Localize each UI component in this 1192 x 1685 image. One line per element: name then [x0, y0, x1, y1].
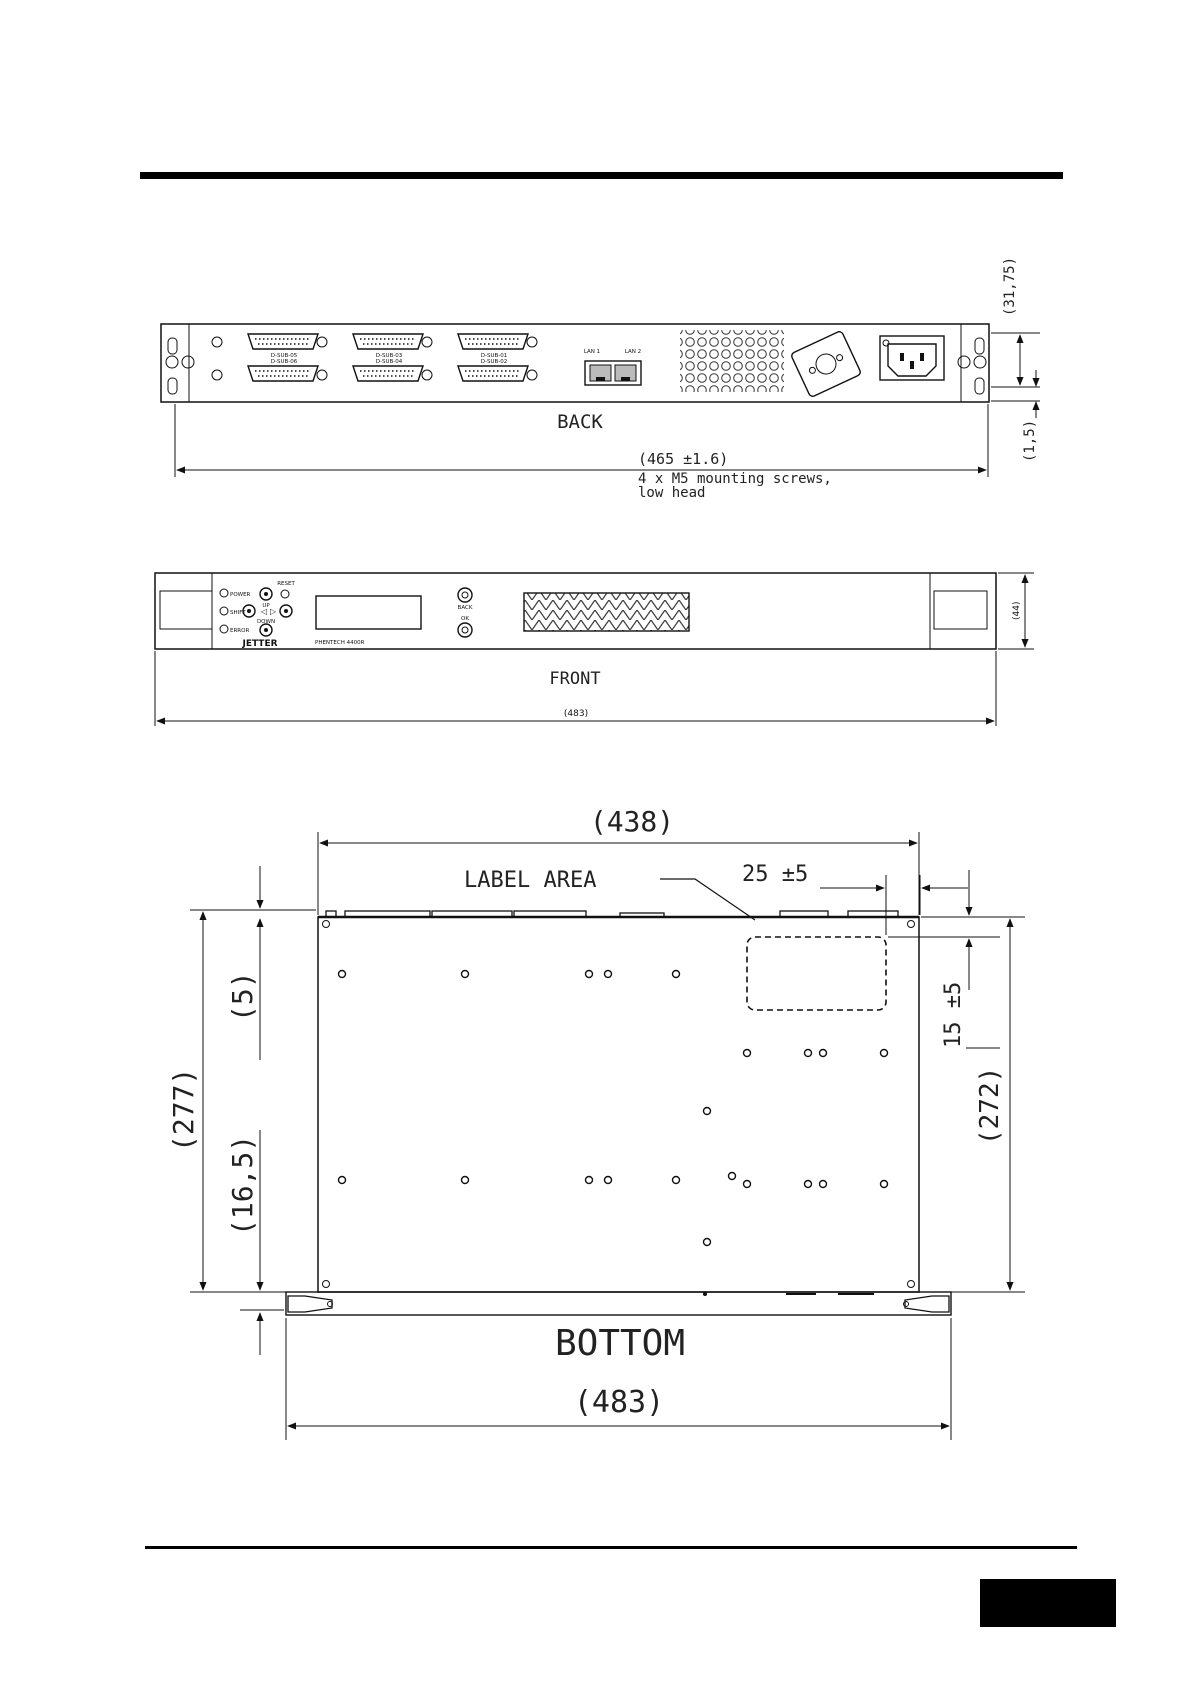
bottom-mounting-holes	[339, 971, 888, 1246]
bottom-chassis-outline	[318, 917, 919, 1292]
front-handle-right	[934, 591, 987, 629]
label-area-box	[747, 937, 886, 1010]
power-inlet	[880, 336, 944, 380]
dsub-label-03: D-SUB-03	[375, 353, 403, 359]
label-height-dim: 15 ±5	[941, 981, 966, 1048]
label-area-text: LABEL AREA	[464, 868, 597, 893]
right-arrow-icon: ▷	[270, 607, 277, 616]
error-led	[220, 625, 228, 633]
left-arrow-icon: ◁	[261, 607, 268, 616]
dsub-label-06: D-SUB-06	[270, 359, 298, 365]
back-button-label: BACK	[457, 605, 473, 611]
back-button[interactable]	[458, 588, 472, 602]
front-width-dim: (483)	[563, 709, 589, 719]
power-led-label: POWER	[230, 592, 251, 598]
screw-note-line2: low head	[638, 485, 706, 501]
dsub-label-02: D-SUB-02	[480, 359, 508, 365]
bottom-top-width-dim: (438)	[589, 805, 675, 838]
shift-led	[220, 607, 228, 615]
fan-grille	[680, 330, 784, 392]
back-width-dim: (465 ±1.6)	[638, 450, 729, 468]
label-area-leader	[660, 879, 755, 920]
front-vent	[524, 593, 689, 631]
front-view-label: FRONT	[549, 669, 601, 689]
lan-ports	[585, 361, 641, 385]
screw-note-line1: 4 x M5 mounting screws,	[638, 471, 832, 487]
dsub-label-05: D-SUB-05	[270, 353, 298, 359]
top-offset-dim: (5)	[226, 971, 259, 1022]
right-depth-dim: (272)	[975, 1066, 1005, 1145]
back-ear-left	[166, 338, 194, 394]
bottom-width-dim: (483)	[573, 1385, 665, 1420]
front-handle-left	[160, 591, 212, 629]
down-label: DOWN	[256, 619, 276, 625]
front-view	[155, 573, 1034, 726]
ok-button[interactable]	[458, 623, 472, 637]
up-label: UP	[262, 603, 270, 609]
bottom-handle-right	[905, 1296, 949, 1312]
power-led	[220, 589, 228, 597]
back-ear-right	[958, 338, 986, 394]
back-view-label: BACK	[557, 411, 603, 433]
bottom-handle-left	[288, 1296, 332, 1312]
bottom-front-panel-strip	[286, 1292, 951, 1315]
back-view	[161, 257, 1040, 501]
front-display	[316, 596, 421, 629]
bottom-view	[167, 805, 1025, 1440]
lan1-label: LAN 1	[583, 349, 601, 355]
bottom-offset-dim: (16,5)	[226, 1134, 259, 1236]
ok-button-label: OK	[461, 616, 469, 622]
back-offset-dim: (1,5)	[1022, 419, 1038, 462]
dsub-label-04: D-SUB-04	[375, 359, 403, 365]
left-depth-dim: (277)	[167, 1067, 200, 1152]
reset-button[interactable]	[281, 590, 289, 598]
front-model: PHENTECH 4400R	[315, 640, 365, 646]
shift-led-label: SHIFT	[230, 610, 246, 616]
front-brand: JETTER	[242, 639, 278, 649]
back-height-dim: (31,75)	[1002, 256, 1018, 316]
bottom-view-label: BOTTOM	[554, 1323, 686, 1364]
reset-label: RESET	[277, 581, 295, 587]
fuse-holder	[790, 330, 861, 397]
front-height-dim: (44)	[1012, 601, 1022, 620]
lan2-label: LAN 2	[624, 349, 642, 355]
label-offset-dim: 25 ±5	[742, 862, 809, 887]
error-led-label: ERROR	[230, 628, 250, 634]
dsub-label-01: D-SUB-01	[480, 353, 508, 359]
